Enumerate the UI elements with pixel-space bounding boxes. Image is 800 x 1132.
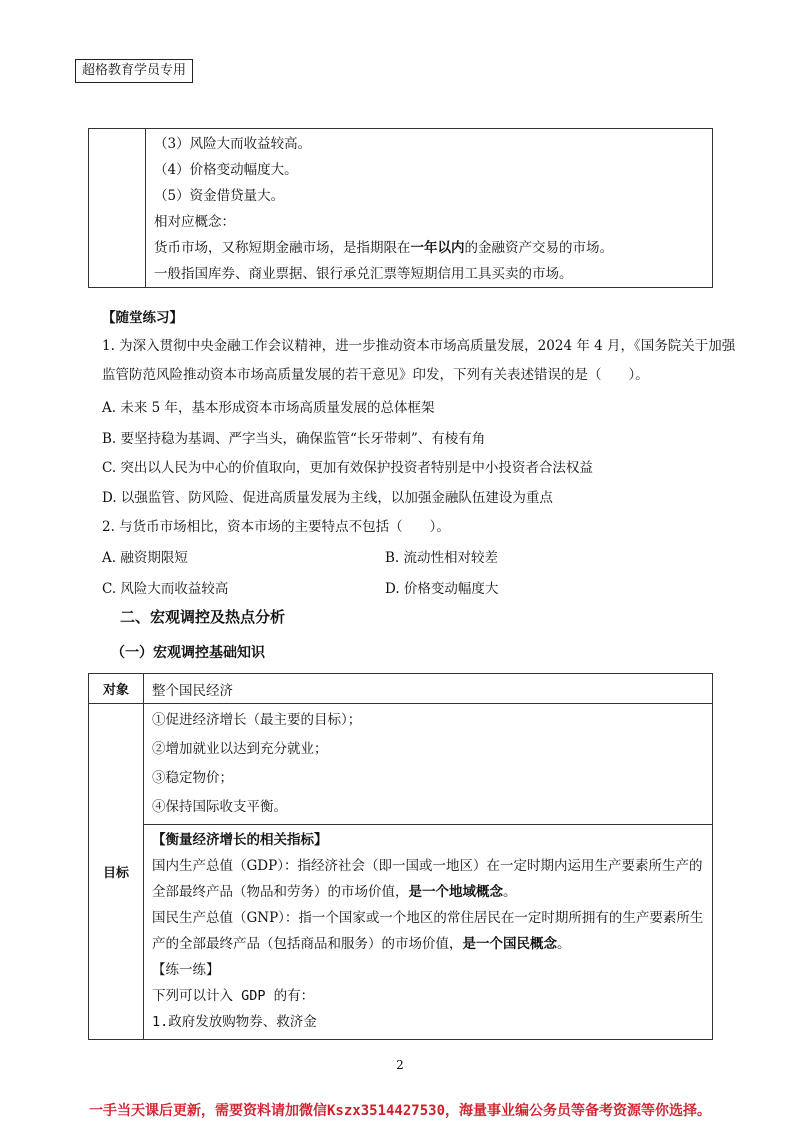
question-2: 2. 与货币市场相比，资本市场的主要特点不包括（ ）。 <box>102 519 450 535</box>
feature-line: （5）资金借贷量大。 <box>154 188 285 204</box>
gnp-definition-line-1: 国民生产总值（GNP）：指一个国家或一个地区的常住居民在一定时期所拥有的生产要素所生 <box>152 910 704 926</box>
feature-line: （3）风险大而收益较高。 <box>154 136 312 152</box>
exercise-heading: 【练一练】 <box>152 962 220 978</box>
goal-item: ①促进经济增长（最主要的目标）； <box>152 712 362 728</box>
page-number: 2 <box>396 1058 404 1072</box>
related-concept-label: 相对应概念： <box>154 214 235 230</box>
money-market-instruments: 一般指国库券、商业票据、银行承兑汇票等短期信用工具买卖的市场。 <box>154 266 573 282</box>
goal-item: ②增加就业以达到充分就业； <box>152 741 328 757</box>
table1-content-cell <box>146 129 713 288</box>
goals-list <box>144 704 712 825</box>
question-1-option-c: C. 突出以人民为中心的价值取向，更加有效保护投资者特别是中小投资者合法权益 <box>102 460 593 476</box>
capital-market-features-table <box>88 128 713 288</box>
gnp-definition-line-2: 产的全部最终产品（包括商品和服务）的市场价值，是一个国民概念。 <box>152 936 571 952</box>
money-market-definition: 货币市场，又称短期金融市场，是指期限在一年以内的金融资产交易的市场。 <box>154 240 613 256</box>
indicator-heading: 【衡量经济增长的相关指标】 <box>152 832 328 848</box>
row-label-goal: 目标 <box>89 704 144 1040</box>
goal-item: ④保持国际收支平衡。 <box>152 799 287 815</box>
subsection-title: （一）宏观调控基础知识 <box>111 645 265 661</box>
question-1-line-2: 监管防范风险推动资本市场高质量发展的若干意见》印发，下列有关表述错误的是（ ）。 <box>102 367 649 383</box>
question-2-option-c: C. 风险大而收益较高 <box>102 581 229 597</box>
gdp-definition-line-1: 国内生产总值（GDP）：指经济社会（即一国或一地区）在一定时期内运用生产要素所生产的 <box>152 858 703 874</box>
exercise-answer: 1.政府发放购物券、救济金 <box>152 1014 317 1030</box>
question-1-option-a: A. 未来 5 年，基本形成资本市场高质量发展的总体框架 <box>102 400 435 416</box>
question-1-line-1: 1. 为深入贯彻中央金融工作会议精神，进一步推动资本市场高质量发展，2024 年 4 月，《国务院关于加强 <box>102 338 736 354</box>
section-title: 二、宏观调控及热点分析 <box>120 608 286 626</box>
question-1-option-b: B. 要坚持稳为基调、严字当头，确保监管“长牙带刺”、有棱有角 <box>102 431 486 447</box>
indicator-section <box>144 825 712 1039</box>
question-1-option-d: D. 以强监管、防风险、促进高质量发展为主线，以加强金融队伍建设为重点 <box>102 490 553 506</box>
macro-control-table <box>88 673 713 1040</box>
question-2-option-d: D. 价格变动幅度大 <box>385 581 499 597</box>
gdp-definition-line-2: 全部最终产品（物品和劳务）的市场价值，是一个地域概念。 <box>152 884 517 900</box>
goal-item: ③稳定物价； <box>152 770 233 786</box>
practice-heading: 【随堂练习】 <box>102 310 183 326</box>
question-2-option-a: A. 融资期限短 <box>102 550 188 566</box>
footer-notice: 一手当天课后更新，需要资料请加微信Kszx3514427530，海量事业编公务员等备考资源等你选择。 <box>89 1103 711 1119</box>
row-label-object: 对象 <box>89 674 144 704</box>
watermark-stamp: 超格教育学员专用 <box>75 59 193 83</box>
question-2-option-b: B. 流动性相对较差 <box>385 550 499 566</box>
object-value: 整个国民经济 <box>144 674 713 704</box>
goal-cell <box>144 704 713 1040</box>
exercise-question: 下列可以计入 GDP 的有： <box>152 988 315 1004</box>
table1-left-cell <box>89 129 146 288</box>
feature-line: （4）价格变动幅度大。 <box>154 162 298 178</box>
